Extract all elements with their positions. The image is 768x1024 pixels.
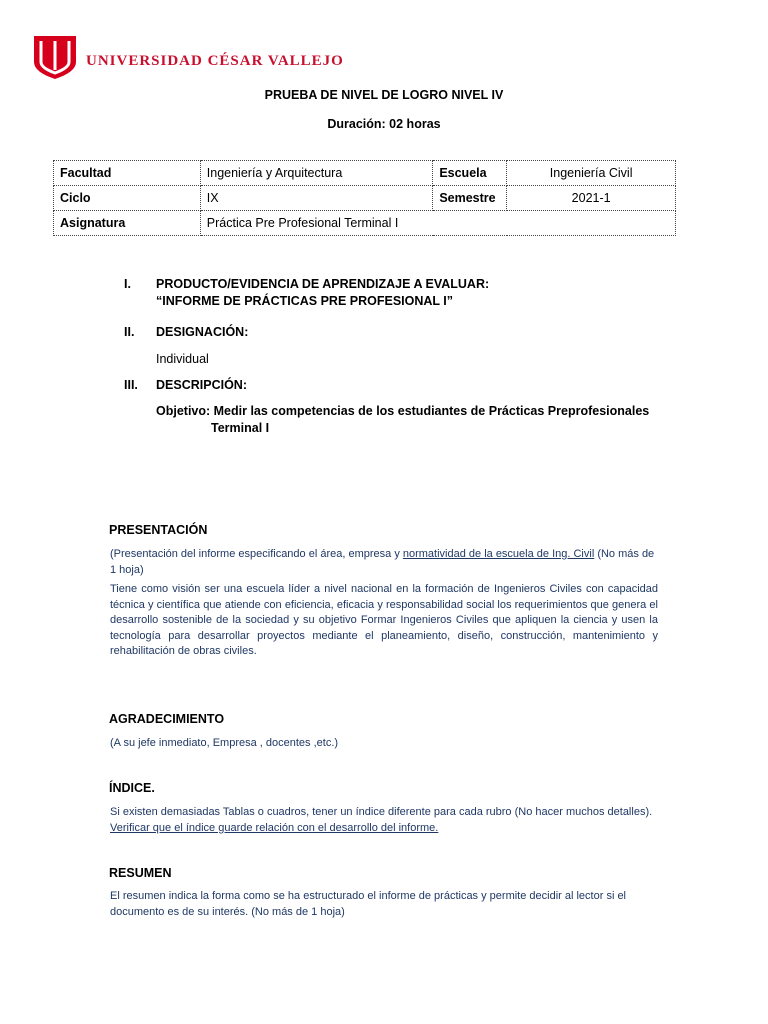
presentacion-heading: PRESENTACIÓN: [109, 523, 208, 537]
escuela-label: Escuela: [433, 161, 507, 186]
section-2-number: II.: [124, 325, 135, 339]
presentacion-note: [110, 547, 658, 578]
indice-note-text: Si existen demasiadas Tablas o cuadros, tener un índice diferente para cada rubro (No hacer muchos detalles).: [110, 806, 653, 818]
presentacion-note-text: (Presentación del informe especificando el área, empresa y: [110, 548, 403, 560]
shield-logo-icon: [32, 32, 78, 80]
presentacion-body: Tiene como visión ser una escuela líder a nivel nacional en la formación de Ingenieros Civiles con capacidad técnica y científica que atiende con eficiencia, eficacia y responsabilidad social los requerimientos que genera el desarrollo sostenible de la sociedad y su objetivo Formar Ingenieros Civiles que apliquen la ciencia y usen la tecnología para desarrollar proyectos mediante el planeamiento, diseño, construcción, mantenimiento y rehabilitación de obras civiles.: [110, 583, 658, 657]
agradecimiento-heading: AGRADECIMIENTO: [109, 712, 225, 726]
facultad-label: Facultad: [54, 161, 201, 186]
section-3-number: III.: [124, 378, 138, 392]
info-table: [53, 160, 676, 236]
indice-note: [110, 805, 658, 836]
duration-text: Duración: 02 horas: [327, 117, 441, 131]
ciclo-value: IX: [200, 186, 433, 211]
asignatura-value: Práctica Pre Profesional Terminal I: [200, 211, 675, 236]
section-1-number: I.: [124, 277, 131, 291]
resumen-heading: RESUMEN: [109, 866, 172, 880]
section-2-label: DESIGNACIÓN:: [156, 325, 249, 339]
designation-value: Individual: [156, 352, 209, 366]
document-title: PRUEBA DE NIVEL DE LOGRO NIVEL IV: [264, 88, 504, 102]
semestre-value: 2021-1: [507, 186, 676, 211]
indice-heading: ÍNDICE.: [109, 781, 155, 795]
table-row: [54, 211, 676, 236]
section-1-label: PRODUCTO/EVIDENCIA DE APRENDIZAJE A EVALUAR:: [156, 277, 490, 291]
university-logo: [32, 32, 344, 80]
semestre-label: Semestre: [433, 186, 507, 211]
presentacion-note-link: normatividad de la escuela de Ing. Civil: [402, 548, 595, 560]
presentacion-note-tail: (No más de 1 hoja): [110, 548, 655, 576]
section-1-subtitle: “INFORME DE PRÁCTICAS PRE PROFESIONAL I”: [156, 294, 454, 308]
asignatura-label: Asignatura: [54, 211, 201, 236]
table-row: [54, 161, 676, 186]
objective-line-1: Objetivo: Medir las competencias de los estudiantes de Prácticas Preprofesionales: [156, 404, 650, 418]
ciclo-label: Ciclo: [54, 186, 201, 211]
section-3-label: DESCRIPCIÓN:: [156, 378, 247, 392]
logo-text: UNIVERSIDAD CÉSAR VALLEJO: [86, 52, 344, 69]
objective-line-2: Terminal I: [211, 421, 270, 435]
table-row: [54, 186, 676, 211]
escuela-value: Ingeniería Civil: [507, 161, 676, 186]
agradecimiento-note: (A su jefe inmediato, Empresa , docentes ,etc.): [110, 737, 339, 749]
indice-note-link: Verificar que el índice guarde relación con el desarrollo del informe.: [110, 821, 439, 834]
facultad-value: Ingeniería y Arquitectura: [200, 161, 433, 186]
resumen-note: El resumen indica la forma como se ha estructurado el informe de prácticas y permite decidir al lector si el documento es de su interés. (No más de 1 hoja): [110, 890, 627, 918]
